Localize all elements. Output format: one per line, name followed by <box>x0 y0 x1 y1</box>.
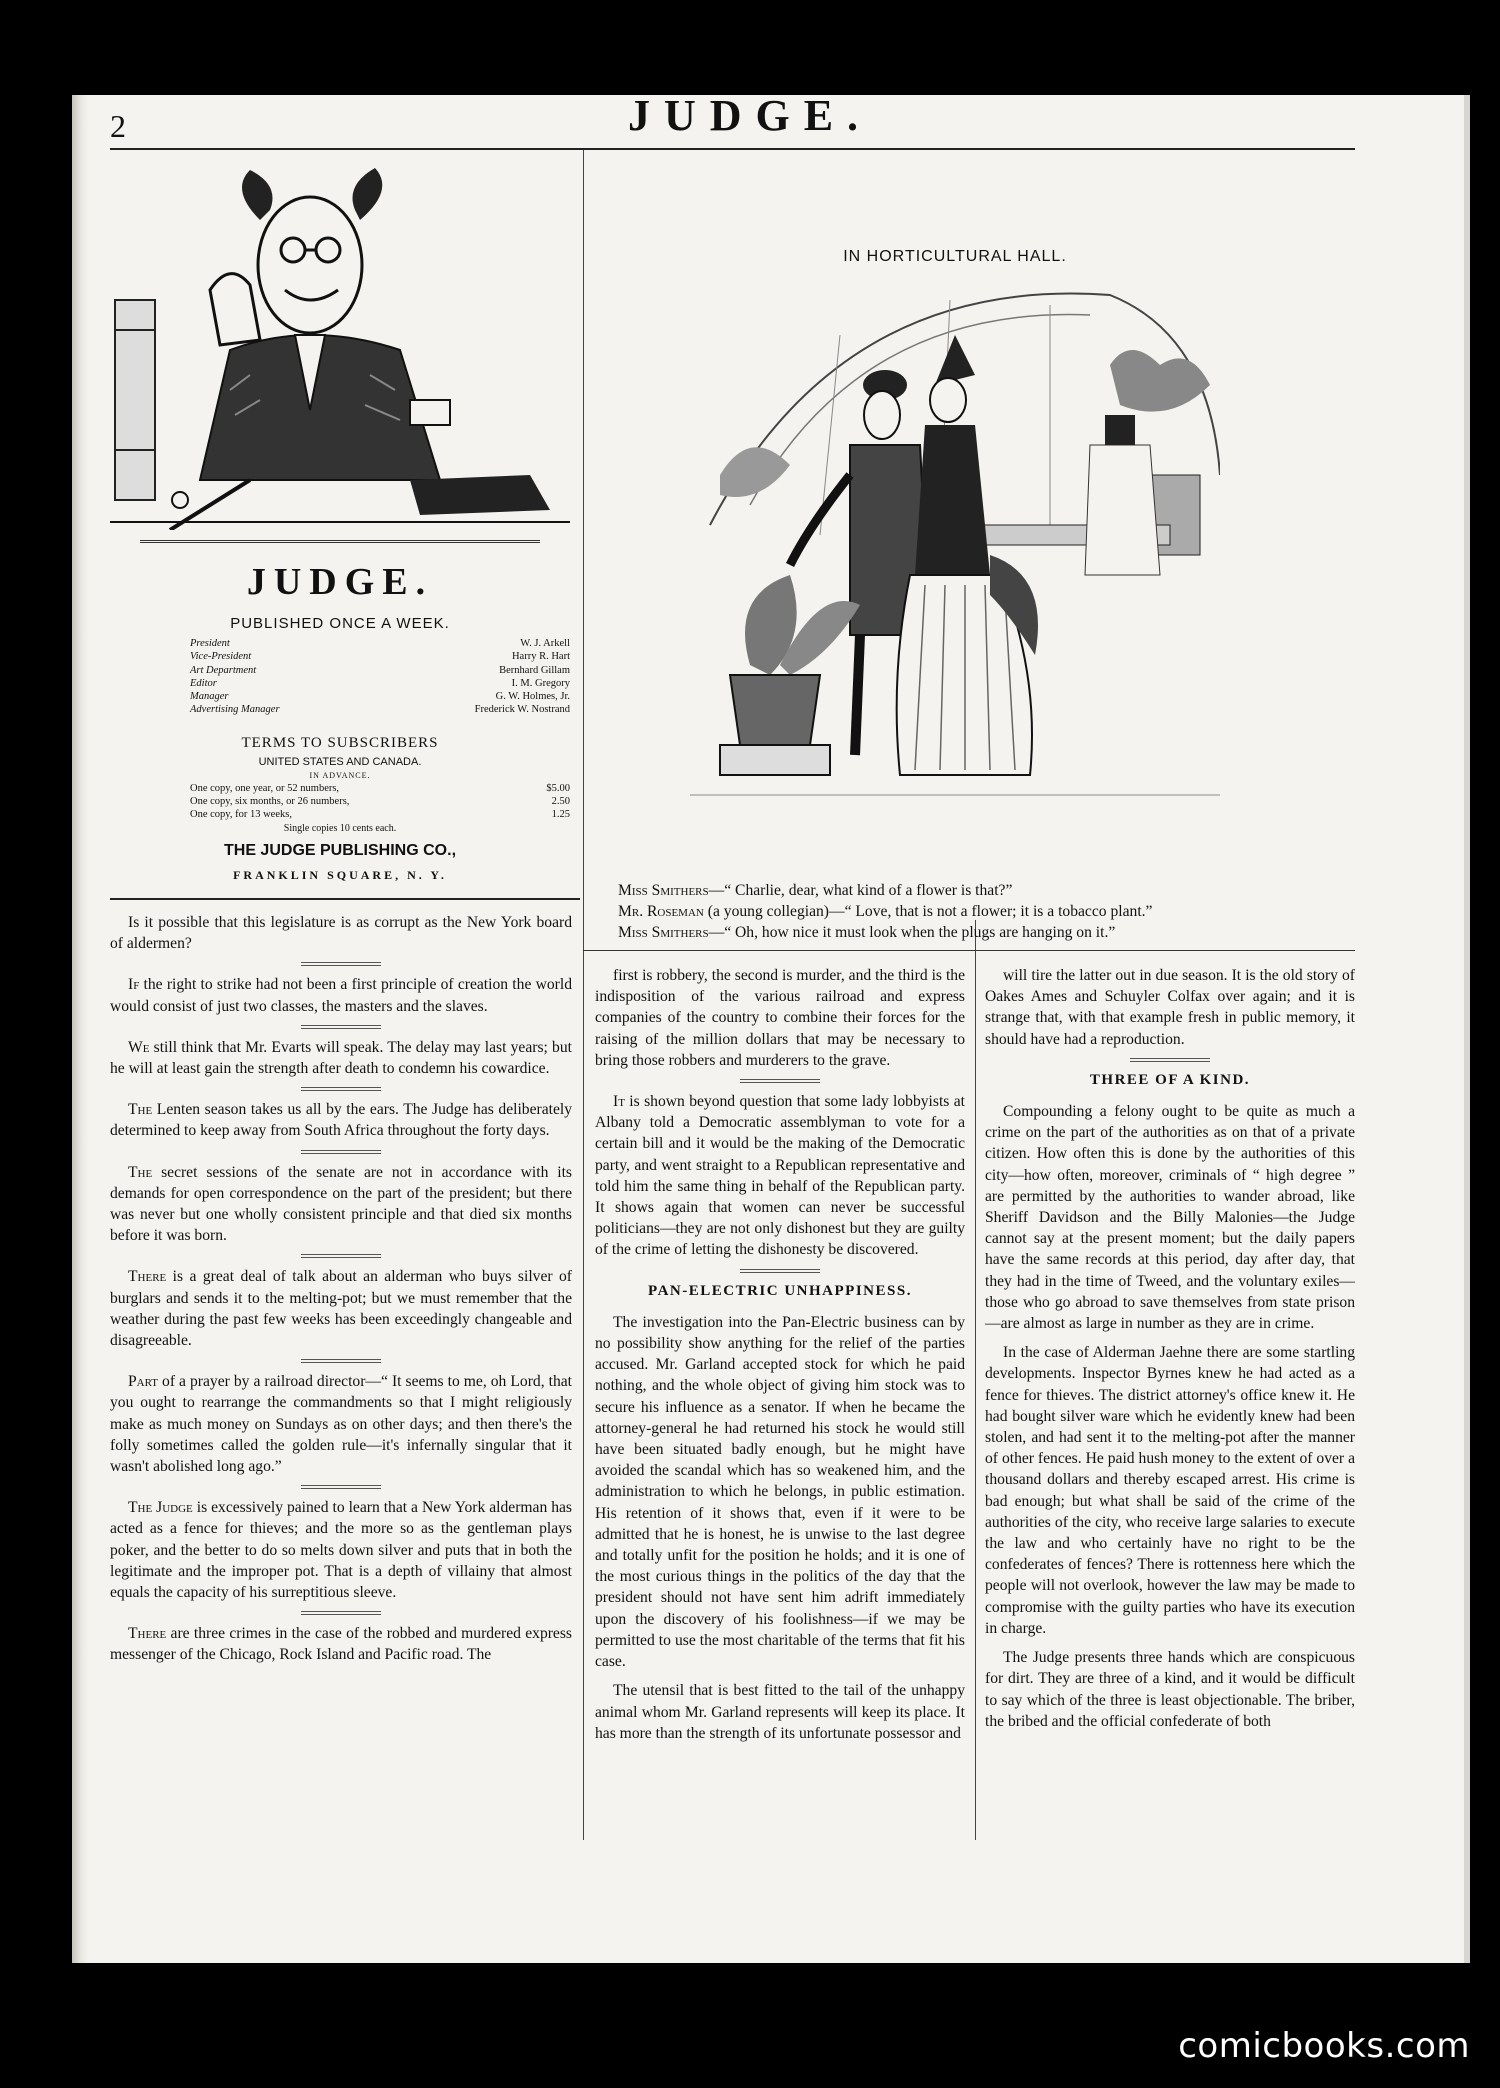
caption-speaker: Mr. Roseman <box>618 903 704 920</box>
paragraph-text: The investigation into the Pan-Electric business can by no possibility show anything for the relief of the parties accused. Mr. Garland accepted stock for which he paid nothing, and the whole object of giving him stock was to secure his influence as a senator. If when he became the attorney-general he had returned his stock he would still have been situated badly enough, but he might have avoided the scandal which has so weakened him, and the administration to which he belongs, in public estimation. His retention of it shows that, even if it were to be admitted that he is honest, he is unwise to the last degree and totally unfit for the position he holds; and it is one of the most curious things in the politics of the day that the president should not have sent him adrift immediately upon the discovery of his foolishness—if we may be permitted to use the most charitable of the terms that fit his case. <box>595 1313 965 1671</box>
paragraph-rule <box>301 962 381 966</box>
terms-title: TERMS TO SUBSCRIBERS <box>241 735 439 751</box>
column-rule-2 <box>975 920 976 1840</box>
paragraph-rule <box>301 1359 381 1363</box>
page-number: 2 <box>110 108 126 144</box>
paragraph-lead: If <box>128 976 140 994</box>
paragraph-text: Compounding a felony ought to be quite as much a crime on the part of the authorities as on that of a private citizen. How often this is done by the authorities of this city—how often, moreover, criminals of “ high degree ” are permitted by the authorities to wander abroad, like Sheriff Davidson and the Billy Malonies—the Judge cannot say at the present moment; but the daily papers have the same records at this period, day after day, that they had in the time of Tweed, and the voluntary exiles—those who go abroad to save themselves from state prison—are almost as large in number as they are in crime. <box>985 1103 1355 1333</box>
officer-role: Editor <box>190 677 217 689</box>
paragraph-rule <box>740 1079 820 1083</box>
paragraph-text: Is it possible that this legislature is as corrupt as the New York board of aldermen? <box>110 914 572 953</box>
source-watermark: comicbooks.com <box>1178 2026 1470 2066</box>
terms-region: UNITED STATES AND CANADA. <box>258 756 422 768</box>
price-value: $5.00 <box>546 783 570 794</box>
column-3 <box>985 965 1355 1740</box>
officer-name: G. W. Holmes, Jr. <box>495 691 570 703</box>
publisher-address: FRANKLIN SQUARE, N. Y. <box>233 868 447 882</box>
price-row <box>190 795 570 808</box>
officer-role: Vice-President <box>190 651 252 663</box>
paragraph-rule <box>301 1611 381 1615</box>
article-paragraph <box>110 974 572 1016</box>
officer-row <box>190 703 570 716</box>
officer-row <box>190 650 570 663</box>
column-1 <box>110 912 572 1674</box>
caption-text: —“ Charlie, dear, what kind of a flower is that?” <box>708 882 1013 899</box>
article-paragraph <box>110 1266 572 1351</box>
section-rule <box>740 1269 820 1273</box>
paragraph-text: The Judge presents three hands which are conspicuous for dirt. They are three of a kind, and it would be difficult to say which of the three is least objectionable. The briber, the bribed and the official confederate of both <box>985 1649 1355 1730</box>
officer-role: Advertising Manager <box>190 704 280 716</box>
officer-name: I. M. Gregory <box>511 677 570 689</box>
page-masthead: JUDGE. <box>627 91 873 140</box>
article-paragraph <box>985 1647 1355 1732</box>
article-paragraph <box>110 1623 572 1665</box>
box-rule-bottom <box>110 898 580 900</box>
masthead-box <box>110 150 570 890</box>
caption-line <box>618 922 1348 943</box>
paragraph-rule <box>301 1485 381 1489</box>
article-paragraph <box>110 1037 572 1079</box>
officers-list <box>190 637 570 717</box>
paragraph-text: Lenten season takes us all by the ears. The Judge has deliberately determined to keep away from South Africa throughout the forty days. <box>110 1101 572 1140</box>
article-paragraph <box>110 1162 572 1247</box>
paragraph-text: secret sessions of the senate are not in accordance with its demands for open correspondence on the part of the president; but there was never but one wholly consistent principle and that died six months before it was born. <box>110 1163 572 1245</box>
paragraph-lead: It <box>613 1093 625 1111</box>
paragraph-lead: There <box>128 1268 167 1286</box>
article-paragraph <box>985 965 1355 1050</box>
three-of-a-kind-heading: THREE OF A KIND. <box>1089 1071 1251 1088</box>
officer-role: President <box>190 638 230 649</box>
officer-name: Bernhard Gillam <box>499 664 570 676</box>
price-label: One copy, six months, or 26 numbers, <box>190 796 350 807</box>
caption-text: (a young collegian)—“ Love, that is not a flower; it is a tobacco plant.” <box>703 903 1153 920</box>
column-2 <box>595 965 965 1752</box>
column-rule-1 <box>583 150 584 1840</box>
paragraph-text: is shown beyond question that some lady lobbyists at Albany told a Democratic assemblyman to vote for a certain bill and it would be the making of the Democratic party, and went straight to a Republican representative and told him the same thing in behalf of the Republican party. It shows again that women can never be successful politicians—they are not only dishonest but they are guilty of the crime of letting the dishonesty be discovered. <box>595 1093 965 1259</box>
caption-speaker: Miss Smithers <box>618 882 709 899</box>
paragraph-rule <box>301 1025 381 1029</box>
single-copy-price: Single copies 10 cents each. <box>283 823 397 834</box>
publisher-name: THE JUDGE PUBLISHING CO., <box>223 842 457 859</box>
paragraph-rule <box>301 1150 381 1154</box>
horticultural-hall-cartoon <box>690 275 1220 875</box>
paragraph-text: the right to strike had not been a first principle of creation the world would consist of just two classes, the masters and the slaves. <box>110 976 572 1015</box>
price-label: One copy, for 13 weeks, <box>190 809 292 820</box>
article-paragraph <box>595 1091 965 1261</box>
pan-electric-heading: PAN-ELECTRIC UNHAPPINESS. <box>648 1282 912 1299</box>
page-binding-edge <box>72 95 88 1963</box>
officer-name: W. J. Arkell <box>520 638 570 649</box>
price-list <box>190 782 570 821</box>
article-paragraph <box>595 965 965 1071</box>
price-value: 2.50 <box>551 796 570 807</box>
paragraph-text: first is robbery, the second is murder, and the third is the indisposition of the various railroad and express companies of the country to combine their forces for the raising of the million dollars that may be necessary to bring those robbers and murderers to the grave. <box>595 967 965 1069</box>
article-paragraph <box>985 1101 1355 1334</box>
paragraph-lead: The <box>128 1101 153 1119</box>
price-value: 1.25 <box>551 809 570 820</box>
paragraph-rule <box>301 1254 381 1258</box>
caption-line <box>618 901 1348 922</box>
paragraph-lead: There <box>128 1625 167 1643</box>
article-paragraph <box>985 1342 1355 1639</box>
price-row <box>190 808 570 821</box>
terms-note: IN ADVANCE. <box>309 771 371 780</box>
paragraph-text: of a prayer by a railroad director—“ It seems to me, oh Lord, that you ought to rearrange the commandments so that I might religiously make as much money on Sundays as on other days; and then there's the folly sometimes called the golden rule—it's infernally singular that it wasn't abolished long ago.” <box>110 1373 572 1476</box>
page-right-edge <box>1464 95 1470 1963</box>
price-label: One copy, one year, or 52 numbers, <box>190 783 340 794</box>
cartoon-title: IN HORTICULTURAL HALL. <box>843 248 1067 265</box>
section-rule <box>1130 1058 1210 1062</box>
box-title: JUDGE. <box>246 561 434 603</box>
paragraph-lead: Part <box>128 1373 159 1391</box>
paragraph-lead: The <box>128 1163 153 1181</box>
price-row <box>190 782 570 795</box>
paragraph-text: In the case of Alderman Jaehne there are some startling developments. Inspector Byrnes knew he had acted as a fence for thieves. The district attorney's office knew it. He had bought silver ware which he evidently knew had been stolen, and had sent it to the melting-pot after the manner of other fences. He paid hush money to the extent of over a thousand dollars and thereby escaped arrest. His crime is bad enough; but what shall be said of the crime of the authorities of the city, who receive large salaries to execute the law and who certainly have no right to be the confederates of fences? There is rottenness here which the people will not overlook, however the law may be made to compromise with the guilty parties who have its execution in charge. <box>985 1344 1355 1637</box>
article-paragraph <box>110 1371 572 1477</box>
officer-row <box>190 664 570 677</box>
officer-name: Frederick W. Nostrand <box>474 704 570 716</box>
article-paragraph <box>110 912 572 954</box>
paragraph-text: The utensil that is best fitted to the tail of the unhappy animal whom Mr. Garland represents will keep its place. It has more than the strength of its unfortunate possessor and <box>595 1682 965 1742</box>
article-paragraph <box>595 1312 965 1672</box>
officer-name: Harry R. Hart <box>511 651 570 663</box>
paragraph-text: still think that Mr. Evarts will speak. The delay may last years; but he will at least gain the strength after death to condemn his cowardice. <box>110 1038 572 1078</box>
article-paragraph <box>110 1099 572 1141</box>
box-rule-top <box>140 540 540 543</box>
box-subtitle: PUBLISHED ONCE A WEEK. <box>230 615 450 632</box>
paragraph-text: is excessively pained to learn that a New York alderman has acted as a fence for thieves; and the more so as the gentleman plays poker, and the better to do so melts down silver and puts that in both the legitimate and the improper pot. That is a depth of villainy that almost equals the capacity of his surreptitious sleeve. <box>110 1499 572 1602</box>
caption-speaker: Miss Smithers <box>618 924 709 941</box>
paragraph-lead: We <box>128 1038 150 1056</box>
cartoon-caption <box>618 880 1348 943</box>
officer-role: Manager <box>190 691 229 703</box>
paragraph-rule <box>301 1087 381 1091</box>
officer-row <box>190 690 570 703</box>
caption-text: —“ Oh, how nice it must look when the plugs are hanging on it.” <box>708 924 1116 941</box>
officer-row <box>190 677 570 690</box>
paragraph-text: will tire the latter out in due season. It is the old story of Oakes Ames and Schuyler Colfax over again; and it is strange that, with that example fresh in public memory, it should have had a reproduction. <box>985 967 1355 1048</box>
article-paragraph <box>110 1497 572 1603</box>
paragraph-text: is a great deal of talk about an alderman who buys silver of burglars and sends it to the melting-pot; but we must remember that the weather during the past few weeks has been exceedingly changeable and disagreeable. <box>110 1268 572 1350</box>
paragraph-text: are three crimes in the case of the robbed and murdered express messenger of the Chicago, Rock Island and Pacific road. The <box>110 1625 572 1664</box>
paragraph-lead: The Judge <box>128 1499 193 1517</box>
caption-rule <box>583 950 1355 951</box>
caption-line <box>618 880 1348 901</box>
judge-portrait-illustration <box>110 150 570 530</box>
article-paragraph <box>595 1680 965 1744</box>
officer-row <box>190 637 570 650</box>
officer-role: Art Department <box>190 664 257 676</box>
